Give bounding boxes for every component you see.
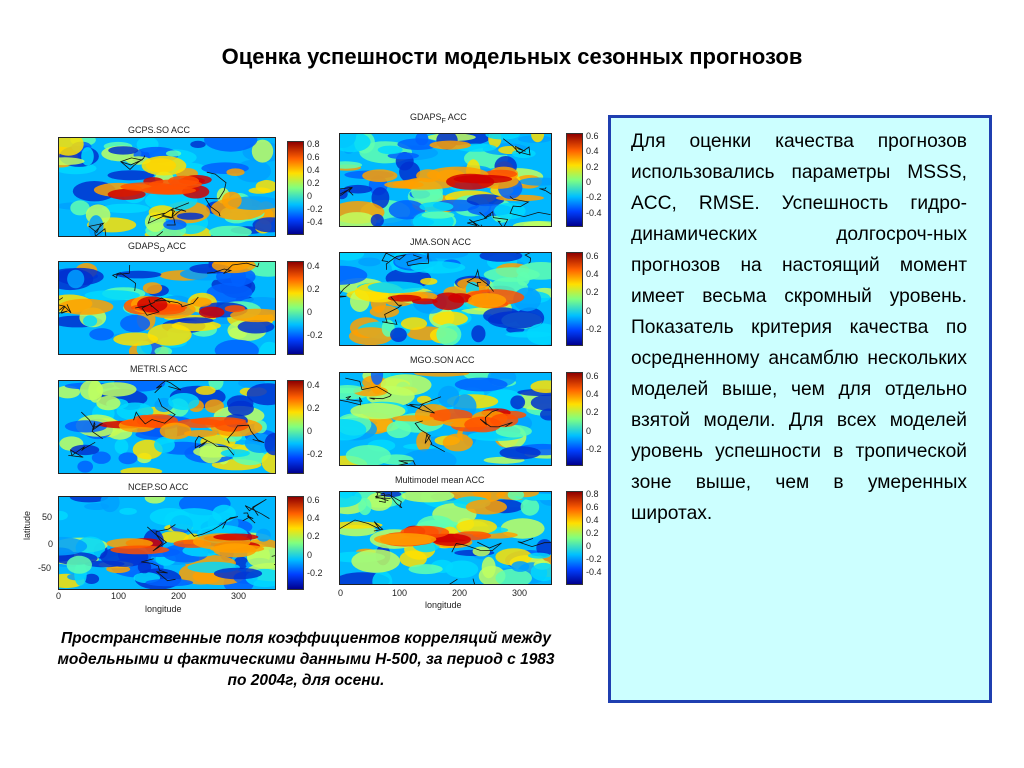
map-frame-ncep [58, 496, 276, 590]
colorbar-mgo [566, 372, 583, 466]
colorbar-tick: 0.8 [307, 138, 320, 149]
map-frame-metri [58, 380, 276, 474]
map-frame-gdapsf [339, 133, 552, 227]
correlation-map-gdapso [59, 262, 275, 354]
colorbar-tick: 0.2 [307, 178, 320, 189]
x-tick-200-left: 200 [171, 591, 187, 601]
x-tick-100-left: 100 [111, 591, 127, 601]
colorbar-tick: 0.2 [307, 531, 320, 542]
panel-title-mgo: MGO.SON ACC [410, 355, 475, 365]
colorbar-tick: -0.2 [307, 568, 323, 579]
description-text: Для оценки качества прогнозов использовались параметры MSSS, ACC, RMSE. Успешность гидро-динамических долгосроч-ных прогнозов на настоящий момент имеет весьма скромный уровень. Показатель критерия качества по осредненному ансамблю нескольких моделей выше, чем для отдельно взятой модели. Для всех моделей уровень успешности в тропической зоне выше, чем в умеренных широтах. [631, 131, 967, 524]
colorbar-tick: 0 [586, 305, 592, 316]
colorbar-tick: 0.4 [307, 260, 320, 271]
colorbar-tick: 0.4 [307, 379, 320, 390]
colorbar-tick: 0.4 [586, 389, 599, 400]
correlation-map-gcps [59, 138, 275, 236]
map-frame-gcps [58, 137, 276, 237]
figure-caption: Пространственные поля коэффициентов корреляций между модельными и фактическими данными H-500, за период с 1983 по 2004г, для осени. [57, 630, 555, 689]
x-tick-0-left: 0 [56, 591, 62, 601]
correlation-map-metri [59, 381, 275, 473]
colorbar-tick: 0.2 [586, 287, 599, 298]
colorbar-tick: 0 [586, 425, 592, 436]
panel-title-gdapsf: $GDAPS_F$ ACC [410, 112, 467, 125]
colorbar-tick: -0.2 [586, 192, 602, 203]
colorbar-tick: -0.2 [307, 204, 323, 215]
panel-title-multi: Multimodel mean ACC [395, 475, 485, 485]
map-frame-multi [339, 491, 552, 585]
page-title: Оценка успешности модельных сезонных прогнозов [221, 44, 803, 69]
panel-title-jma: JMA.SON ACC [410, 237, 472, 247]
colorbar-tick: 0.8 [586, 488, 599, 499]
colorbar-tick: -0.2 [307, 329, 323, 340]
y-tick-50: 50 [42, 512, 53, 522]
map-frame-jma [339, 252, 552, 346]
correlation-map-mgo [340, 373, 551, 465]
x-tick-0-right: 0 [338, 588, 344, 598]
colorbar-tick: 0.6 [307, 494, 320, 505]
colorbar-gcps [287, 141, 304, 235]
x-axis-label-right: longitude [425, 600, 462, 610]
map-frame-mgo [339, 372, 552, 466]
colorbar-tick: -0.4 [586, 207, 602, 218]
x-tick-300-left: 300 [231, 591, 247, 601]
colorbar-tick: 0.4 [586, 146, 599, 157]
correlation-map-multi [340, 492, 551, 584]
colorbar-tick: 0.2 [586, 528, 599, 539]
colorbar-ncep [287, 496, 304, 590]
colorbar-tick: 0.4 [307, 513, 320, 524]
correlation-map-gdapsf [340, 134, 551, 226]
map-frame-gdapso [58, 261, 276, 355]
colorbar-tick: 0 [307, 191, 313, 202]
colorbar-tick: 0.6 [586, 131, 599, 142]
colorbar-tick: 0.2 [307, 283, 320, 294]
colorbar-tick: 0 [586, 541, 592, 552]
colorbar-tick: 0.4 [586, 514, 599, 525]
y-axis-label: latitude [22, 510, 32, 540]
colorbar-tick: 0 [307, 306, 313, 317]
colorbar-tick: -0.2 [586, 324, 602, 335]
colorbar-tick: 0.6 [586, 250, 599, 261]
colorbar-tick: 0.4 [307, 164, 320, 175]
colorbar-tick: -0.4 [307, 217, 323, 228]
x-tick-100-right: 100 [392, 588, 408, 598]
colorbar-tick: -0.2 [586, 444, 602, 455]
correlation-map-ncep [59, 497, 275, 589]
correlation-map-jma [340, 253, 551, 345]
colorbar-tick: 0.2 [586, 161, 599, 172]
y-tick-minus50: -50 [38, 563, 52, 573]
colorbar-tick: -0.4 [586, 567, 602, 578]
x-tick-200-right: 200 [452, 588, 468, 598]
colorbar-tick: 0.2 [307, 402, 320, 413]
colorbar-tick: 0.6 [586, 501, 599, 512]
colorbar-tick: -0.2 [586, 554, 602, 565]
panel-title-metri: METRI.S ACC [130, 364, 188, 374]
colorbar-tick: 0 [307, 425, 313, 436]
colorbar-metri [287, 380, 304, 474]
colorbar-tick: 0 [307, 549, 313, 560]
x-tick-300-right: 300 [512, 588, 528, 598]
panel-title-ncep: NCEP.SO ACC [128, 482, 189, 492]
description-box [608, 115, 992, 703]
panel-title-gdapso: $GDAPS_O$ ACC [128, 241, 186, 254]
y-tick-0: 0 [48, 539, 54, 549]
colorbar-tick: 0.4 [586, 269, 599, 280]
colorbar-tick: 0.6 [307, 151, 320, 162]
colorbar-jma [566, 252, 583, 346]
colorbar-tick: 0 [586, 177, 592, 188]
colorbar-gdapsf [566, 133, 583, 227]
x-axis-label-left: longitude [145, 604, 182, 614]
panel-title-gcps: GCPS.SO ACC [128, 125, 191, 135]
colorbar-tick: 0.2 [586, 407, 599, 418]
colorbar-multi [566, 491, 583, 585]
colorbar-tick: -0.2 [307, 448, 323, 459]
colorbar-tick: 0.6 [586, 370, 599, 381]
colorbar-gdapso [287, 261, 304, 355]
